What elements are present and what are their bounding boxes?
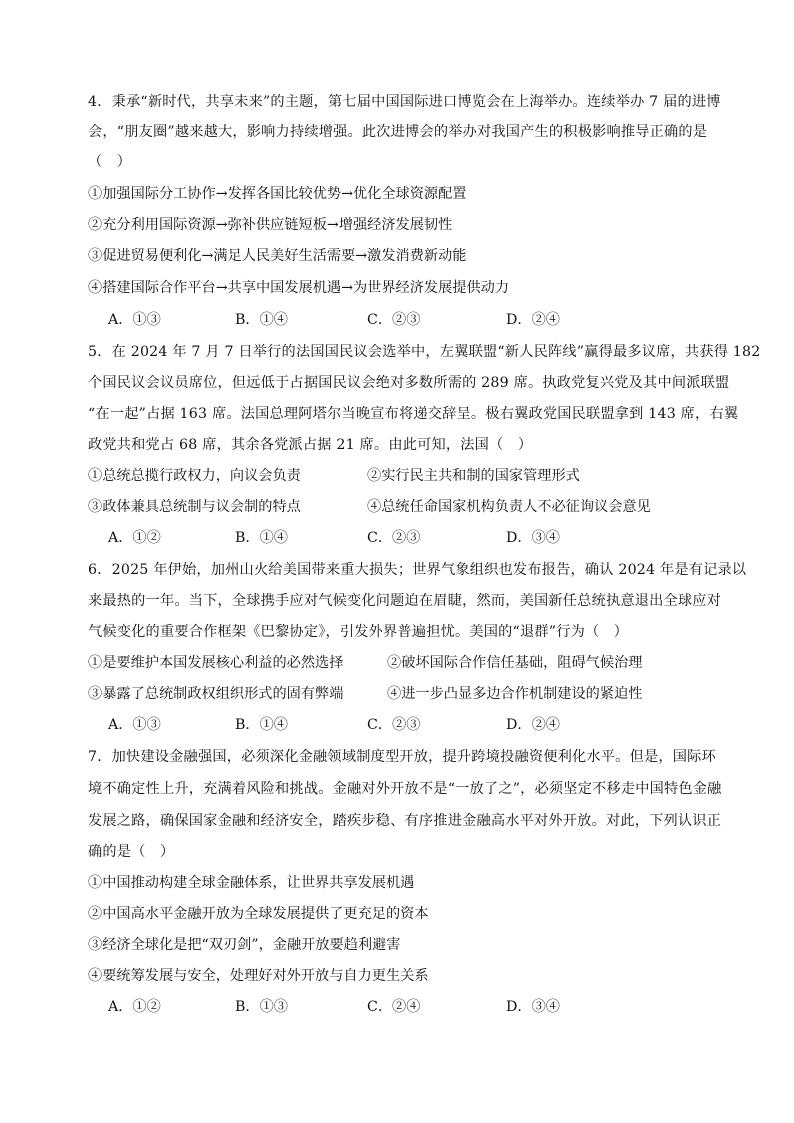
q4-item-1: ①加强国际分工协作→发挥各国比较优势→优化全球资源配置 [88, 186, 467, 202]
q6-item-3: ③暴露了总统制政权组织形式的固有弊端 [88, 686, 344, 702]
q5-stem-line-3: “在一起”占据 163 席。法国总理阿塔尔当晚宣布将递交辞呈。极右翼政党国民联盟拿到 143 席，右翼 [88, 406, 739, 422]
q4-stem-line-1: 4．秉承“新时代，共享未来”的主题，第七届中国国际进口博览会在上海举办。连续举办 7 届的进博 [88, 94, 721, 110]
q7-option-b: B．①③ [235, 999, 288, 1015]
q7-item-1: ①中国推动构建全球金融体系，让世界共享发展机遇 [88, 875, 415, 891]
q6-option-a: A．①③ [108, 717, 161, 733]
q4-item-4: ④搭建国际合作平台→共享中国发展机遇→为世界经济发展提供动力 [88, 280, 510, 296]
q5-item-4: ④总统任命国家机构负责人不必征询议会意见 [367, 499, 651, 515]
q7-option-d: D．③④ [506, 999, 560, 1015]
q7-item-2: ②中国高水平金融开放为全球发展提供了更充足的资本 [88, 906, 429, 922]
q5-option-a: A．①② [108, 530, 161, 546]
q6-option-d: D．②④ [506, 717, 560, 733]
q5-item-1: ①总统总揽行政权力，向议会负责 [88, 468, 301, 484]
q6-stem-line-3: 气候变化的重要合作框架《巴黎协定》，引发外界普遍担忧。美国的“退群”行为（ ） [88, 624, 629, 640]
q4-stem-line-3: （ ） [88, 154, 132, 170]
q4-option-c: C．②③ [367, 312, 421, 328]
q7-stem-line-4: 确的是（ ） [88, 844, 175, 860]
q5-option-d: D．③④ [506, 530, 560, 546]
q4-option-d: D．②④ [506, 312, 560, 328]
q6-option-b: B．①④ [235, 717, 288, 733]
q6-option-c: C．②③ [367, 717, 421, 733]
q6-stem-line-2: 来最热的一年。当下，全球携手应对气候变化问题迫在眉睫，然而，美国新任总统执意退出全球应对 [88, 593, 722, 609]
q7-stem-line-3: 发展之路，确保国家金融和经济安全，踏疾步稳、有序推进金融高水平对外开放。对此，下列认识正 [88, 813, 722, 829]
q4-item-3: ③促进贸易便利化→满足人民美好生活需要→激发消费新动能 [88, 248, 467, 264]
q7-option-a: A．①② [108, 999, 161, 1015]
q5-item-3: ③政体兼具总统制与议会制的特点 [88, 499, 301, 515]
q7-option-c: C．②④ [367, 999, 421, 1015]
q5-stem-line-2: 个国民议会议员席位，但远低于占据国民议会绝对多数所需的 289 席。执政党复兴党及其中间派联盟 [88, 375, 730, 391]
q5-stem-line-1: 5．在 2024 年 7 月 7 日举行的法国国民议会选举中，左翼联盟“新人民阵线”赢得最多议席，共获得 182 [88, 344, 761, 360]
q4-option-a: A．①③ [108, 312, 161, 328]
q4-option-b: B．①④ [235, 312, 288, 328]
q4-item-2: ②充分利用国际资源→弥补供应链短板→增强经济发展韧性 [88, 217, 453, 233]
q5-stem-line-4: 政党共和党占 68 席，其余各党派占据 21 席。由此可知，法国（ ） [88, 437, 533, 453]
q6-item-2: ②破坏国际合作信任基础，阻碍气候治理 [387, 655, 643, 671]
q4-stem-line-2: 会，“朋友圈”越来越大，影响力持续增强。此次进博会的举办对我国产生的积极影响推导正确的是 [88, 124, 708, 140]
q7-stem-line-1: 7．加快建设金融强国，必须深化金融领域制度型开放，提升跨境投融资便利化水平。但是，国际环 [88, 749, 716, 765]
q5-option-b: B．①④ [235, 530, 288, 546]
q6-item-1: ①是要维护本国发展核心利益的必然选择 [88, 655, 344, 671]
q7-item-3: ③经济全球化是把“双刃剑”，金融开放要趋利避害 [88, 937, 401, 953]
q5-item-2: ②实行民主共和制的国家管理形式 [367, 468, 580, 484]
q6-stem-line-1: 6．2025 年伊始，加州山火给美国带来重大损失；世界气象组织也发布报告，确认 2024 年是有记录以 [88, 562, 747, 578]
q6-item-4: ④进一步凸显多边合作机制建设的紧迫性 [387, 686, 643, 702]
q7-stem-line-2: 境不确定性上升，充满着风险和挑战。金融对外开放不是“一放了之”，必须坚定不移走中国特色金融 [88, 781, 722, 797]
q7-item-4: ④要统筹发展与安全，处理好对外开放与自力更生关系 [88, 968, 429, 984]
q5-option-c: C．②③ [367, 530, 421, 546]
